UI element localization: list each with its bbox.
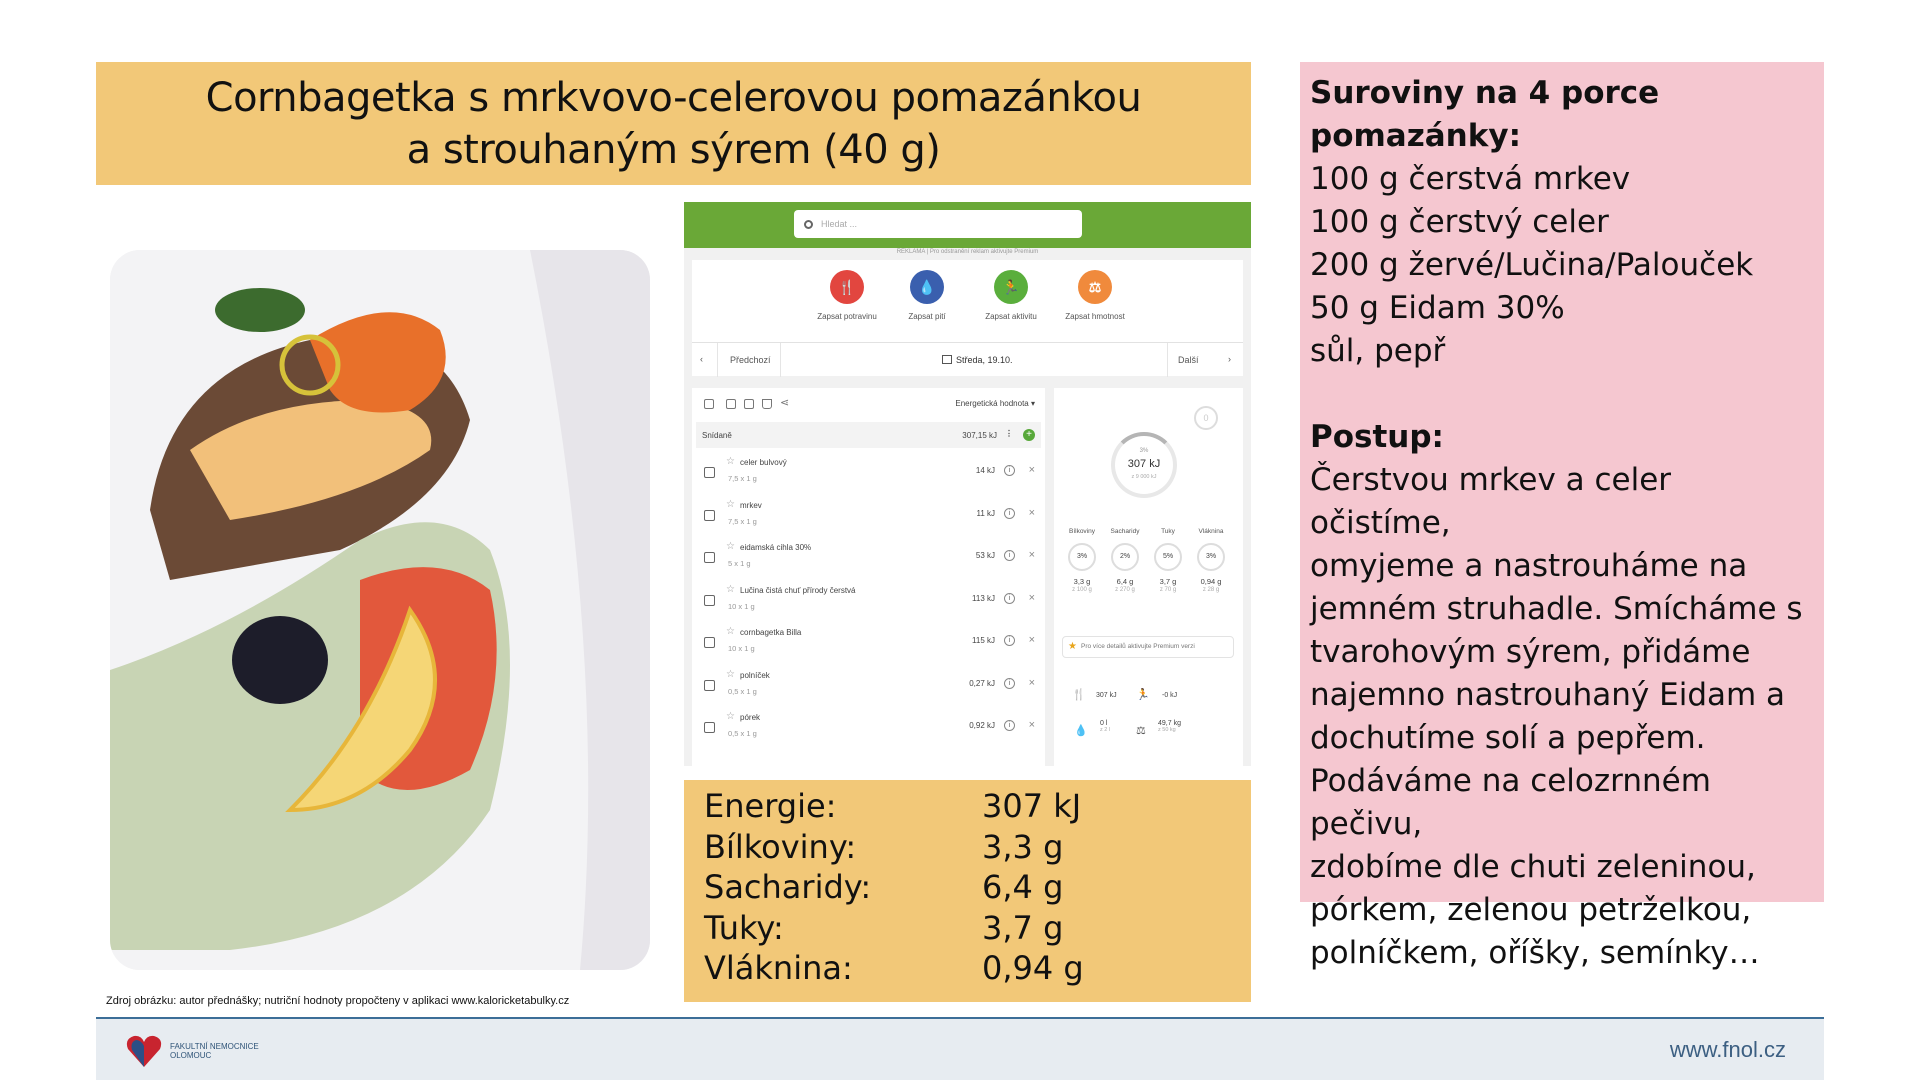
info-icon[interactable]: i — [1004, 635, 1015, 646]
food-row[interactable] — [692, 580, 1045, 623]
scale-icon: ⚖ — [1078, 270, 1112, 304]
macro-name: Bílkoviny — [1068, 528, 1095, 535]
date-navigation — [692, 342, 1243, 376]
logo-text — [170, 1042, 259, 1060]
search-input[interactable] — [794, 210, 1082, 238]
chevron-right-icon[interactable]: › — [1228, 354, 1231, 364]
diary-toolbar — [692, 388, 1045, 420]
macro-value: 3,7 g — [1159, 577, 1177, 586]
macro-target: z 270 g — [1115, 587, 1135, 593]
food-name: Lučina čistá chuť přírody čerstvá — [740, 585, 856, 595]
footer — [96, 1017, 1824, 1080]
cart-icon[interactable] — [762, 399, 772, 409]
macro-percent: 3% — [1197, 543, 1225, 571]
food-energy: 113 kJ — [972, 593, 995, 603]
meal-header[interactable] — [696, 422, 1041, 448]
ingredient-item: 200 g žervé/Lučina/Palouček — [1310, 247, 1754, 283]
food-name: eidamská cihla 30% — [740, 543, 812, 552]
macro-item — [1148, 528, 1188, 593]
meal-energy: 307,15 kJ — [962, 431, 997, 440]
food-diary — [692, 388, 1045, 766]
info-icon[interactable]: i — [1004, 550, 1015, 561]
food-row[interactable] — [692, 665, 1045, 708]
premium-banner[interactable] — [1062, 636, 1234, 658]
food-quantity: 7,5 x 1 g — [728, 516, 757, 526]
premium-note: Pro více detailů aktivujte Premium verzi — [1081, 643, 1195, 650]
title-banner — [96, 62, 1251, 185]
food-row[interactable] — [692, 452, 1045, 495]
nutrition-row — [694, 867, 1241, 908]
food-checkbox[interactable] — [704, 467, 715, 478]
activity-value: -0 kJ — [1162, 692, 1178, 699]
macro-percent: 5% — [1154, 543, 1182, 571]
macro-target: z 28 g — [1202, 587, 1220, 593]
nutrient-label: Tuky: — [704, 908, 784, 947]
chevron-left-icon[interactable]: ‹ — [700, 354, 703, 364]
food-checkbox[interactable] — [704, 595, 715, 606]
food-row[interactable] — [692, 537, 1045, 580]
food-checkbox[interactable] — [704, 637, 715, 648]
fork-knife-icon: 🍴 — [1072, 689, 1086, 701]
water-value: 0 l — [1100, 720, 1108, 727]
nutrition-row — [694, 908, 1241, 949]
quick-action-label: Zapsat aktivitu — [985, 312, 1037, 321]
app-header — [684, 202, 1251, 248]
recipe-panel — [1300, 62, 1824, 971]
more-icon[interactable]: ⋮ — [1005, 429, 1013, 438]
ingredient-item: 100 g čerstvá mrkev — [1310, 161, 1631, 197]
macro-item — [1191, 528, 1231, 593]
star-icon[interactable]: ☆ — [726, 498, 735, 510]
food-row[interactable] — [692, 707, 1045, 750]
ingredient-item: 100 g čerstvý celer — [1310, 204, 1609, 240]
intake-value: 307 kJ — [1096, 692, 1117, 699]
fork-knife-icon: 🍴 — [830, 270, 864, 304]
title-line-1: Cornbagetka s mrkvovo-celerovou pomazánkou — [205, 74, 1142, 121]
method-text — [1310, 459, 1814, 975]
nutrient-value: 6,4 g — [982, 868, 1064, 906]
info-icon[interactable]: i — [1004, 465, 1015, 476]
star-icon[interactable]: ☆ — [726, 626, 735, 637]
close-icon[interactable]: × — [1028, 634, 1035, 646]
food-energy: 0,92 kJ — [969, 721, 995, 730]
food-name: mrkev — [740, 500, 762, 510]
method-line: zdobíme dle chuti zeleninou, — [1310, 849, 1756, 885]
info-icon[interactable]: i — [1004, 678, 1015, 689]
add-food-icon[interactable]: + — [1023, 429, 1035, 441]
quick-action-weight[interactable] — [1050, 270, 1140, 321]
runner-icon: 🏃 — [1136, 689, 1150, 701]
ingredients-heading: Suroviny na 4 porce pomazánky: — [1310, 75, 1660, 154]
food-quantity: 10 x 1 g — [728, 601, 755, 611]
food-row[interactable] — [692, 495, 1045, 538]
nutrient-label: Bílkoviny: — [704, 827, 857, 866]
nutrition-row — [694, 786, 1241, 827]
weight-target: z 50 kg — [1158, 727, 1176, 733]
hospital-logo — [124, 1033, 259, 1069]
divider — [780, 343, 781, 377]
food-quantity: 0,5 x 1 g — [728, 686, 757, 696]
macro-name: Vláknina — [1198, 528, 1224, 535]
macro-target: z 100 g — [1072, 587, 1092, 593]
prev-day-button[interactable]: Předchozí — [730, 355, 771, 365]
info-icon[interactable]: i — [1004, 593, 1015, 604]
next-day-button[interactable]: Další — [1178, 355, 1199, 365]
nutrient-label: Vláknina: — [704, 949, 853, 987]
calendar-icon — [942, 355, 952, 364]
weight-stat — [1158, 720, 1181, 733]
star-icon[interactable]: ☆ — [726, 583, 735, 595]
ingredient-item: sůl, pepř — [1310, 333, 1446, 369]
close-icon[interactable]: × — [1028, 591, 1035, 604]
drop-icon: 💧 — [910, 270, 944, 304]
macro-value: 3,3 g — [1073, 577, 1091, 586]
calorie-app-screenshot — [684, 202, 1251, 766]
quick-actions — [692, 260, 1243, 342]
badge-icon: 0 — [1194, 406, 1218, 430]
source-note: Zdroj obrázku: autor přednášky; nutriční hodnoty propočteny v aplikaci www.kaloricketabulky.cz — [106, 995, 570, 1007]
close-icon[interactable]: × — [1028, 719, 1035, 731]
nutrition-row — [694, 948, 1241, 989]
macro-percent: 2% — [1111, 543, 1139, 571]
star-icon: ★ — [1068, 641, 1077, 652]
food-energy: 115 kJ — [972, 636, 995, 645]
macro-percent: 3% — [1068, 543, 1096, 571]
nutrient-value: 0,94 g — [982, 949, 1084, 987]
nutrient-dropdown-label: Energetická hodnota — [955, 399, 1029, 408]
quick-action-label: Zapsat hmotnost — [1065, 312, 1125, 321]
energy-target: z 9 000 kJ — [1131, 474, 1157, 480]
weight-value: 49,7 kg — [1158, 720, 1181, 727]
food-name: cornbagetka Billa — [740, 628, 802, 637]
document-icon[interactable] — [744, 399, 754, 409]
food-list — [692, 452, 1045, 750]
method-line: dochutíme solí a pepřem. — [1310, 720, 1706, 756]
method-line: polníčkem, oříšky, semínky… — [1310, 935, 1760, 971]
nutrient-value: 3,7 g — [982, 908, 1064, 947]
nutrient-value: 307 kJ — [982, 787, 1082, 825]
method-line: pórkem, zelenou petrželkou, — [1310, 892, 1752, 928]
copy-icon[interactable] — [726, 399, 736, 409]
quick-action-drink[interactable] — [882, 270, 972, 321]
title-line-2: a strouhaným sýrem (40 g) — [406, 126, 941, 173]
method-line: tvarohovým sýrem, přidáme — [1310, 634, 1751, 670]
select-all-checkbox[interactable] — [704, 399, 714, 409]
food-checkbox[interactable] — [704, 680, 715, 691]
close-icon[interactable]: × — [1028, 464, 1035, 476]
food-checkbox[interactable] — [704, 552, 715, 563]
macro-name: Tuky — [1161, 528, 1175, 535]
method-line: jemném struhadle. Smícháme s — [1310, 591, 1803, 627]
star-icon[interactable]: ☆ — [726, 711, 735, 722]
macro-item — [1062, 528, 1102, 593]
food-energy: 53 kJ — [975, 551, 995, 560]
food-name: pórek — [740, 713, 761, 722]
food-row[interactable] — [692, 622, 1045, 665]
scale-icon: ⚖ — [1136, 725, 1146, 737]
search-placeholder: Hledat ... — [821, 219, 858, 229]
quick-action-food[interactable] — [802, 270, 892, 321]
share-icon[interactable]: ⋖ — [780, 397, 790, 409]
heart-logo-icon — [124, 1033, 164, 1069]
info-icon[interactable]: i — [1004, 720, 1015, 731]
nutrient-value: 3,3 g — [982, 827, 1064, 866]
method-line: Podáváme na celozrnném pečivu, — [1310, 763, 1711, 842]
energy-percent: 3% — [1139, 448, 1149, 454]
water-stat — [1100, 720, 1110, 733]
food-checkbox[interactable] — [704, 510, 715, 521]
info-icon[interactable]: i — [1004, 508, 1015, 519]
food-name: polníček — [740, 670, 770, 680]
nutrition-row — [694, 827, 1241, 868]
meal-name: Snídaně — [702, 431, 732, 440]
food-checkbox[interactable] — [704, 722, 715, 733]
method-line: omyjeme a nastrouháme na — [1310, 548, 1748, 584]
water-target: z 2 l — [1100, 727, 1111, 733]
date-label: Středa, 19.10. — [956, 355, 1013, 365]
quick-action-label: Zapsat pití — [908, 312, 946, 321]
food-quantity: 0,5 x 1 g — [728, 729, 757, 738]
macro-value: 0,94 g — [1200, 577, 1222, 586]
logo-line-2: OLOMOUC — [170, 1051, 212, 1060]
nutrition-box — [684, 780, 1251, 1002]
macro-name: Sacharidy — [1110, 528, 1140, 535]
logo-line-1: FAKULTNÍ NEMOCNICE — [170, 1042, 259, 1051]
close-icon[interactable]: × — [1028, 549, 1035, 561]
ad-note: REKLAMA | Pro odstranění reklam aktivujte Premium — [896, 249, 1039, 255]
star-icon[interactable]: ☆ — [726, 541, 735, 552]
spacer — [1310, 373, 1814, 416]
runner-icon: 🏃 — [994, 270, 1028, 304]
method-line: najemno nastrouhaný Eidam a — [1310, 677, 1786, 713]
search-icon — [804, 220, 813, 229]
energy-value: 307 kJ — [1127, 458, 1161, 470]
quick-action-activity[interactable] — [966, 270, 1056, 321]
food-name: celer bulvový — [740, 458, 787, 467]
food-energy: 11 kJ — [976, 508, 995, 518]
macro-target: z 70 g — [1159, 587, 1177, 593]
daily-summary — [1054, 388, 1243, 766]
quick-action-label: Zapsat potravinu — [817, 312, 877, 321]
star-icon[interactable]: ☆ — [726, 456, 735, 467]
close-icon[interactable]: × — [1028, 676, 1035, 689]
energy-ring — [1111, 432, 1177, 498]
drop-icon: 💧 — [1074, 725, 1088, 737]
macro-value: 6,4 g — [1116, 577, 1134, 586]
current-date[interactable] — [942, 355, 1013, 365]
food-quantity: 7,5 x 1 g — [728, 474, 757, 483]
food-energy: 0,27 kJ — [969, 678, 995, 688]
food-quantity: 5 x 1 g — [728, 559, 751, 568]
ingredients-list — [1310, 158, 1814, 373]
divider — [717, 343, 718, 377]
macro-item — [1105, 528, 1145, 593]
star-icon[interactable]: ☆ — [726, 668, 735, 680]
nutrient-label: Sacharidy: — [704, 868, 872, 906]
nutrient-dropdown[interactable]: Energetická hodnota ▾ — [955, 399, 1035, 408]
method-heading: Postup: — [1310, 419, 1444, 455]
close-icon[interactable]: × — [1028, 506, 1035, 519]
nutrient-label: Energie: — [704, 787, 837, 825]
ingredient-item: 50 g Eidam 30% — [1310, 290, 1565, 326]
method-line: Čerstvou mrkev a celer očistíme, — [1310, 462, 1672, 541]
food-photo — [110, 250, 650, 970]
food-energy: 14 kJ — [975, 466, 995, 475]
divider — [1167, 343, 1168, 377]
food-quantity: 10 x 1 g — [728, 644, 755, 653]
website-link[interactable]: www.fnol.cz — [1669, 1037, 1786, 1062]
